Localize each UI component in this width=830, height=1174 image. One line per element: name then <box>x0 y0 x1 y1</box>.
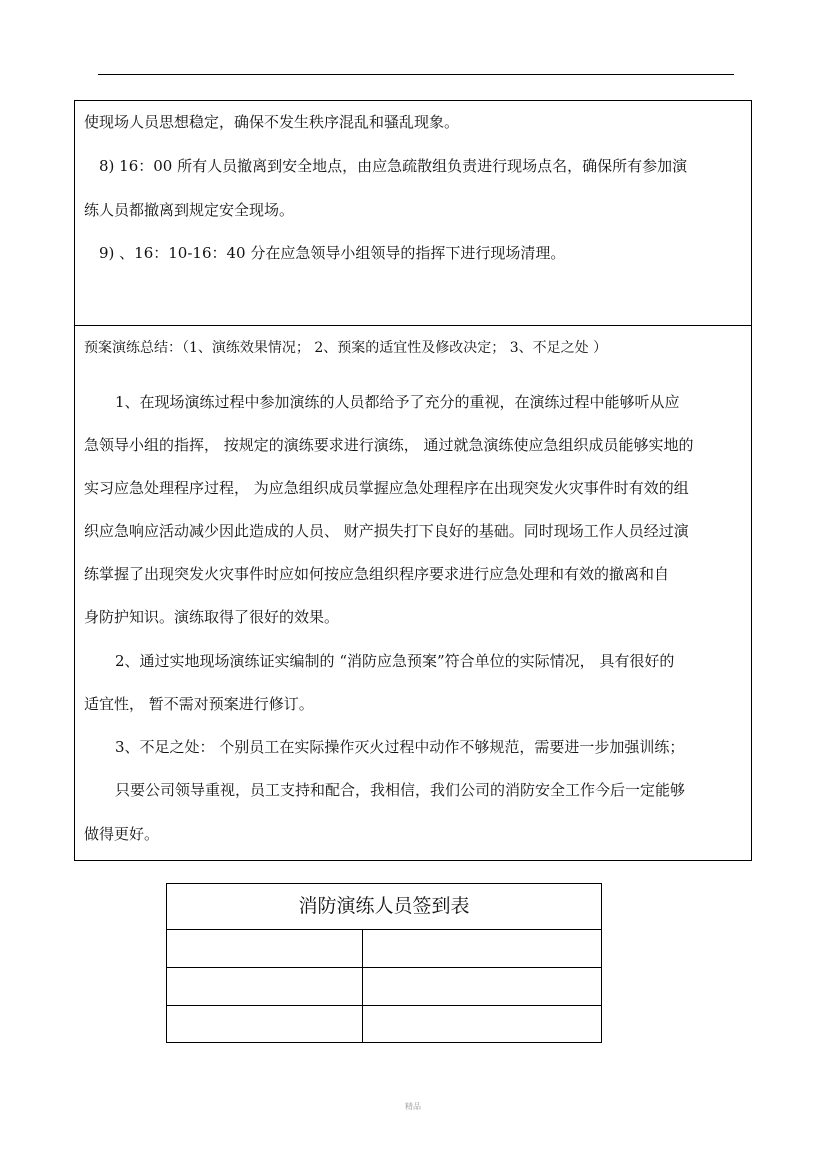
table-cell[interactable] <box>363 930 601 967</box>
procedure-line-4: 9) 、16：10-16：40 分在应急领导小组领导的指挥下进行现场清理。 <box>99 244 566 262</box>
summary-line-2: 急领导小组的指挥， 按规定的演练要求进行演练， 通过就急演练使应急组织成员能够实地的 <box>84 436 694 454</box>
summary-line-1: 1、在现场演练过程中参加演练的人员都给予了充分的重视，在演练过程中能够听从应 <box>115 393 680 411</box>
summary-line-7: 2、通过实地现场演练证实编制的 “消防应急预案”符合单位的实际情况， 具有很好的 <box>115 652 675 670</box>
table-cell[interactable] <box>363 1006 601 1042</box>
header-rule <box>98 74 734 75</box>
summary-line-11: 做得更好。 <box>84 825 160 843</box>
procedure-line-2: 8) 16：00 所有人员撤离到安全地点，由应急疏散组负责进行现场点名，确保所有参加演 <box>99 157 688 175</box>
summary-heading: 预案演练总结：（1、演练效果情况； 2、预案的适宜性及修改决定； 3、不足之处 ） <box>84 340 608 356</box>
table-cell[interactable] <box>363 968 601 1005</box>
sign-in-table <box>166 883 602 1043</box>
footer-mark: 精品 <box>405 1102 421 1111</box>
table-cell[interactable] <box>167 930 362 967</box>
sign-in-table-title: 消防演练人员签到表 <box>167 884 601 930</box>
procedure-line-3: 练人员都撤离到规定安全现场。 <box>84 201 295 219</box>
summary-line-10: 只要公司领导重视，员工支持和配合，我相信，我们公司的消防安全工作今后一定能够 <box>115 781 686 799</box>
summary-line-5: 练掌握了出现突发火灾事件时应如何按应急组织程序要求进行应急处理和有效的撤离和自 <box>84 565 670 583</box>
summary-line-9: 3、不足之处： 个别员工在实际操作灭火过程中动作不够规范，需要进一步加强训练； <box>115 738 685 756</box>
summary-line-8: 适宜性， 暂不需对预案进行修订。 <box>84 695 314 713</box>
table-cell[interactable] <box>167 1006 362 1042</box>
summary-line-4: 织应急响应活动减少因此造成的人员、 财产损失打下良好的基础。同时现场工作人员经过演 <box>84 522 689 540</box>
table-cell[interactable] <box>167 968 362 1005</box>
procedure-line-1: 使现场人员思想稳定，确保不发生秩序混乱和骚乱现象。 <box>84 113 460 131</box>
summary-line-3: 实习应急处理程序过程， 为应急组织成员掌握应急处理程序在出现突发火灾事件时有效的组 <box>84 479 689 497</box>
summary-line-6: 身防护知识。演练取得了很好的效果。 <box>84 608 340 626</box>
